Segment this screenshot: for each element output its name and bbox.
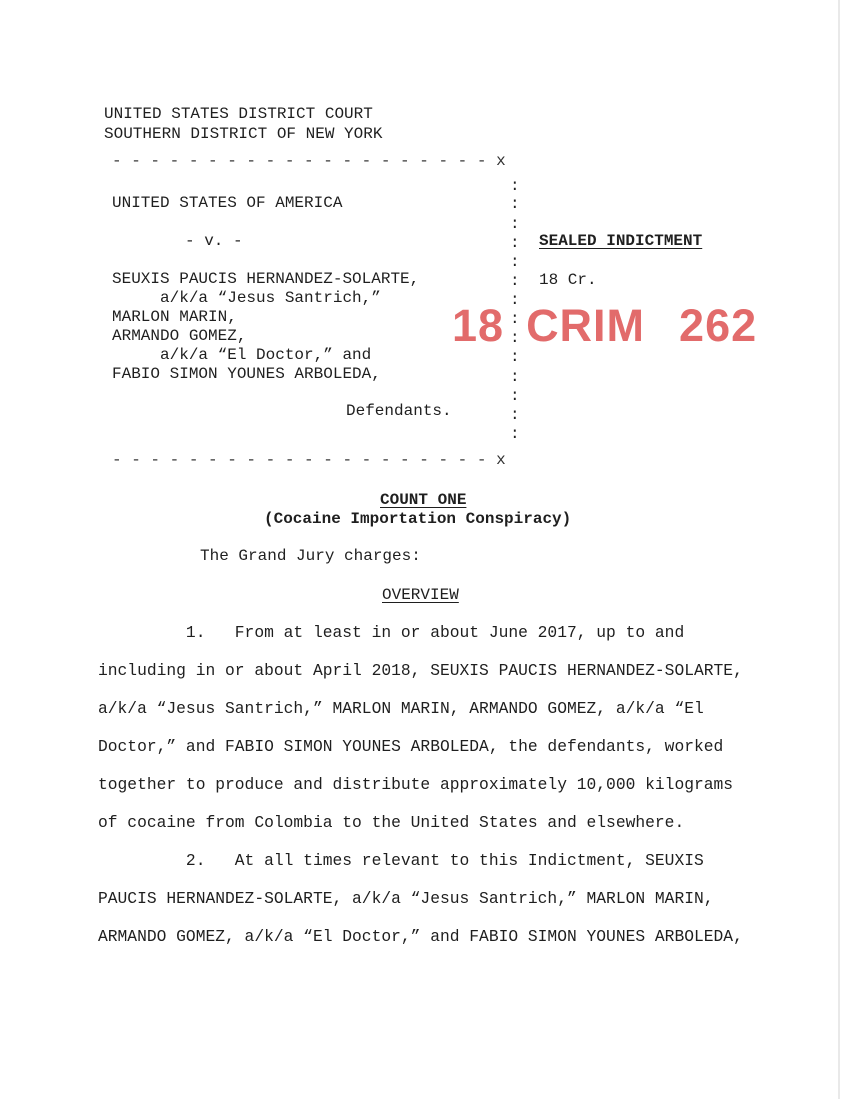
- plaintiff-name: UNITED STATES OF AMERICA: [112, 194, 343, 212]
- paragraph-2: [98, 842, 758, 956]
- defendant-line: a/k/a “Jesus Santrich,”: [112, 289, 381, 307]
- caption-colon: :: [510, 177, 520, 195]
- paragraph-line: 2. At all times relevant to this Indictment, SEUXIS: [98, 851, 704, 870]
- caption-colon: :: [510, 291, 520, 309]
- paragraph-line: 1. From at least in or about June 2017, up to and: [98, 623, 685, 642]
- caption-colon: :: [510, 310, 520, 328]
- page-edge-shadow: [838, 0, 840, 1099]
- paragraph-line: PAUCIS HERNANDEZ-SOLARTE, a/k/a “Jesus Santrich,” MARLON MARIN,: [98, 889, 714, 908]
- defendants-label: Defendants.: [346, 402, 452, 420]
- caption-top-dashed-line: - - - - - - - - - - - - - - - - - - - - x: [112, 152, 506, 170]
- defendant-line: ARMANDO GOMEZ,: [112, 327, 247, 345]
- count-subtitle: (Cocaine Importation Conspiracy): [264, 510, 572, 528]
- paragraph-line: ARMANDO GOMEZ, a/k/a “El Doctor,” and FABIO SIMON YOUNES ARBOLEDA,: [98, 927, 743, 946]
- charges-intro: The Grand Jury charges:: [200, 547, 421, 565]
- caption-colon: :: [510, 348, 520, 366]
- defendant-line: FABIO SIMON YOUNES ARBOLEDA,: [112, 365, 381, 383]
- paragraph-line: Doctor,” and FABIO SIMON YOUNES ARBOLEDA, the defendants, worked: [98, 737, 724, 756]
- defendant-line: a/k/a “El Doctor,” and: [112, 346, 372, 364]
- defendant-line: SEUXIS PAUCIS HERNANDEZ-SOLARTE,: [112, 270, 420, 288]
- document-type-title: SEALED INDICTMENT: [539, 232, 703, 250]
- paragraph-line: a/k/a “Jesus Santrich,” MARLON MARIN, ARMANDO GOMEZ, a/k/a “El: [98, 699, 704, 718]
- defendant-line: MARLON MARIN,: [112, 308, 237, 326]
- caption-colon: :: [510, 406, 520, 424]
- paragraph-line: together to produce and distribute approximately 10,000 kilograms: [98, 775, 734, 794]
- section-heading: OVERVIEW: [382, 586, 459, 604]
- paragraph-1: [98, 614, 758, 842]
- stamp-number: 262: [679, 300, 758, 351]
- stamp-year: 18: [452, 300, 505, 351]
- case-number-stamp: [452, 301, 757, 351]
- caption-colon: :: [510, 272, 520, 290]
- paragraph-line: including in or about April 2018, SEUXIS PAUCIS HERNANDEZ-SOLARTE,: [98, 661, 743, 680]
- caption-colon: :: [510, 195, 520, 213]
- court-name-line-1: UNITED STATES DISTRICT COURT: [104, 105, 373, 123]
- case-number-prefix: 18 Cr.: [539, 271, 597, 289]
- caption-colon: :: [510, 215, 520, 233]
- caption-bottom-dashed-line: - - - - - - - - - - - - - - - - - - - - x: [112, 451, 506, 469]
- count-title: COUNT ONE: [380, 491, 467, 509]
- court-name-line-2: SOUTHERN DISTRICT OF NEW YORK: [104, 125, 383, 143]
- caption-colon: :: [510, 234, 520, 252]
- versus-label: - v. -: [185, 232, 243, 250]
- caption-colon: :: [510, 329, 520, 347]
- caption-colon: :: [510, 368, 520, 386]
- paragraph-line: of cocaine from Colombia to the United States and elsewhere.: [98, 813, 685, 832]
- stamp-crim: CRIM: [526, 300, 646, 351]
- caption-colon: :: [510, 425, 520, 443]
- caption-colon: :: [510, 387, 520, 405]
- caption-colon: :: [510, 253, 520, 271]
